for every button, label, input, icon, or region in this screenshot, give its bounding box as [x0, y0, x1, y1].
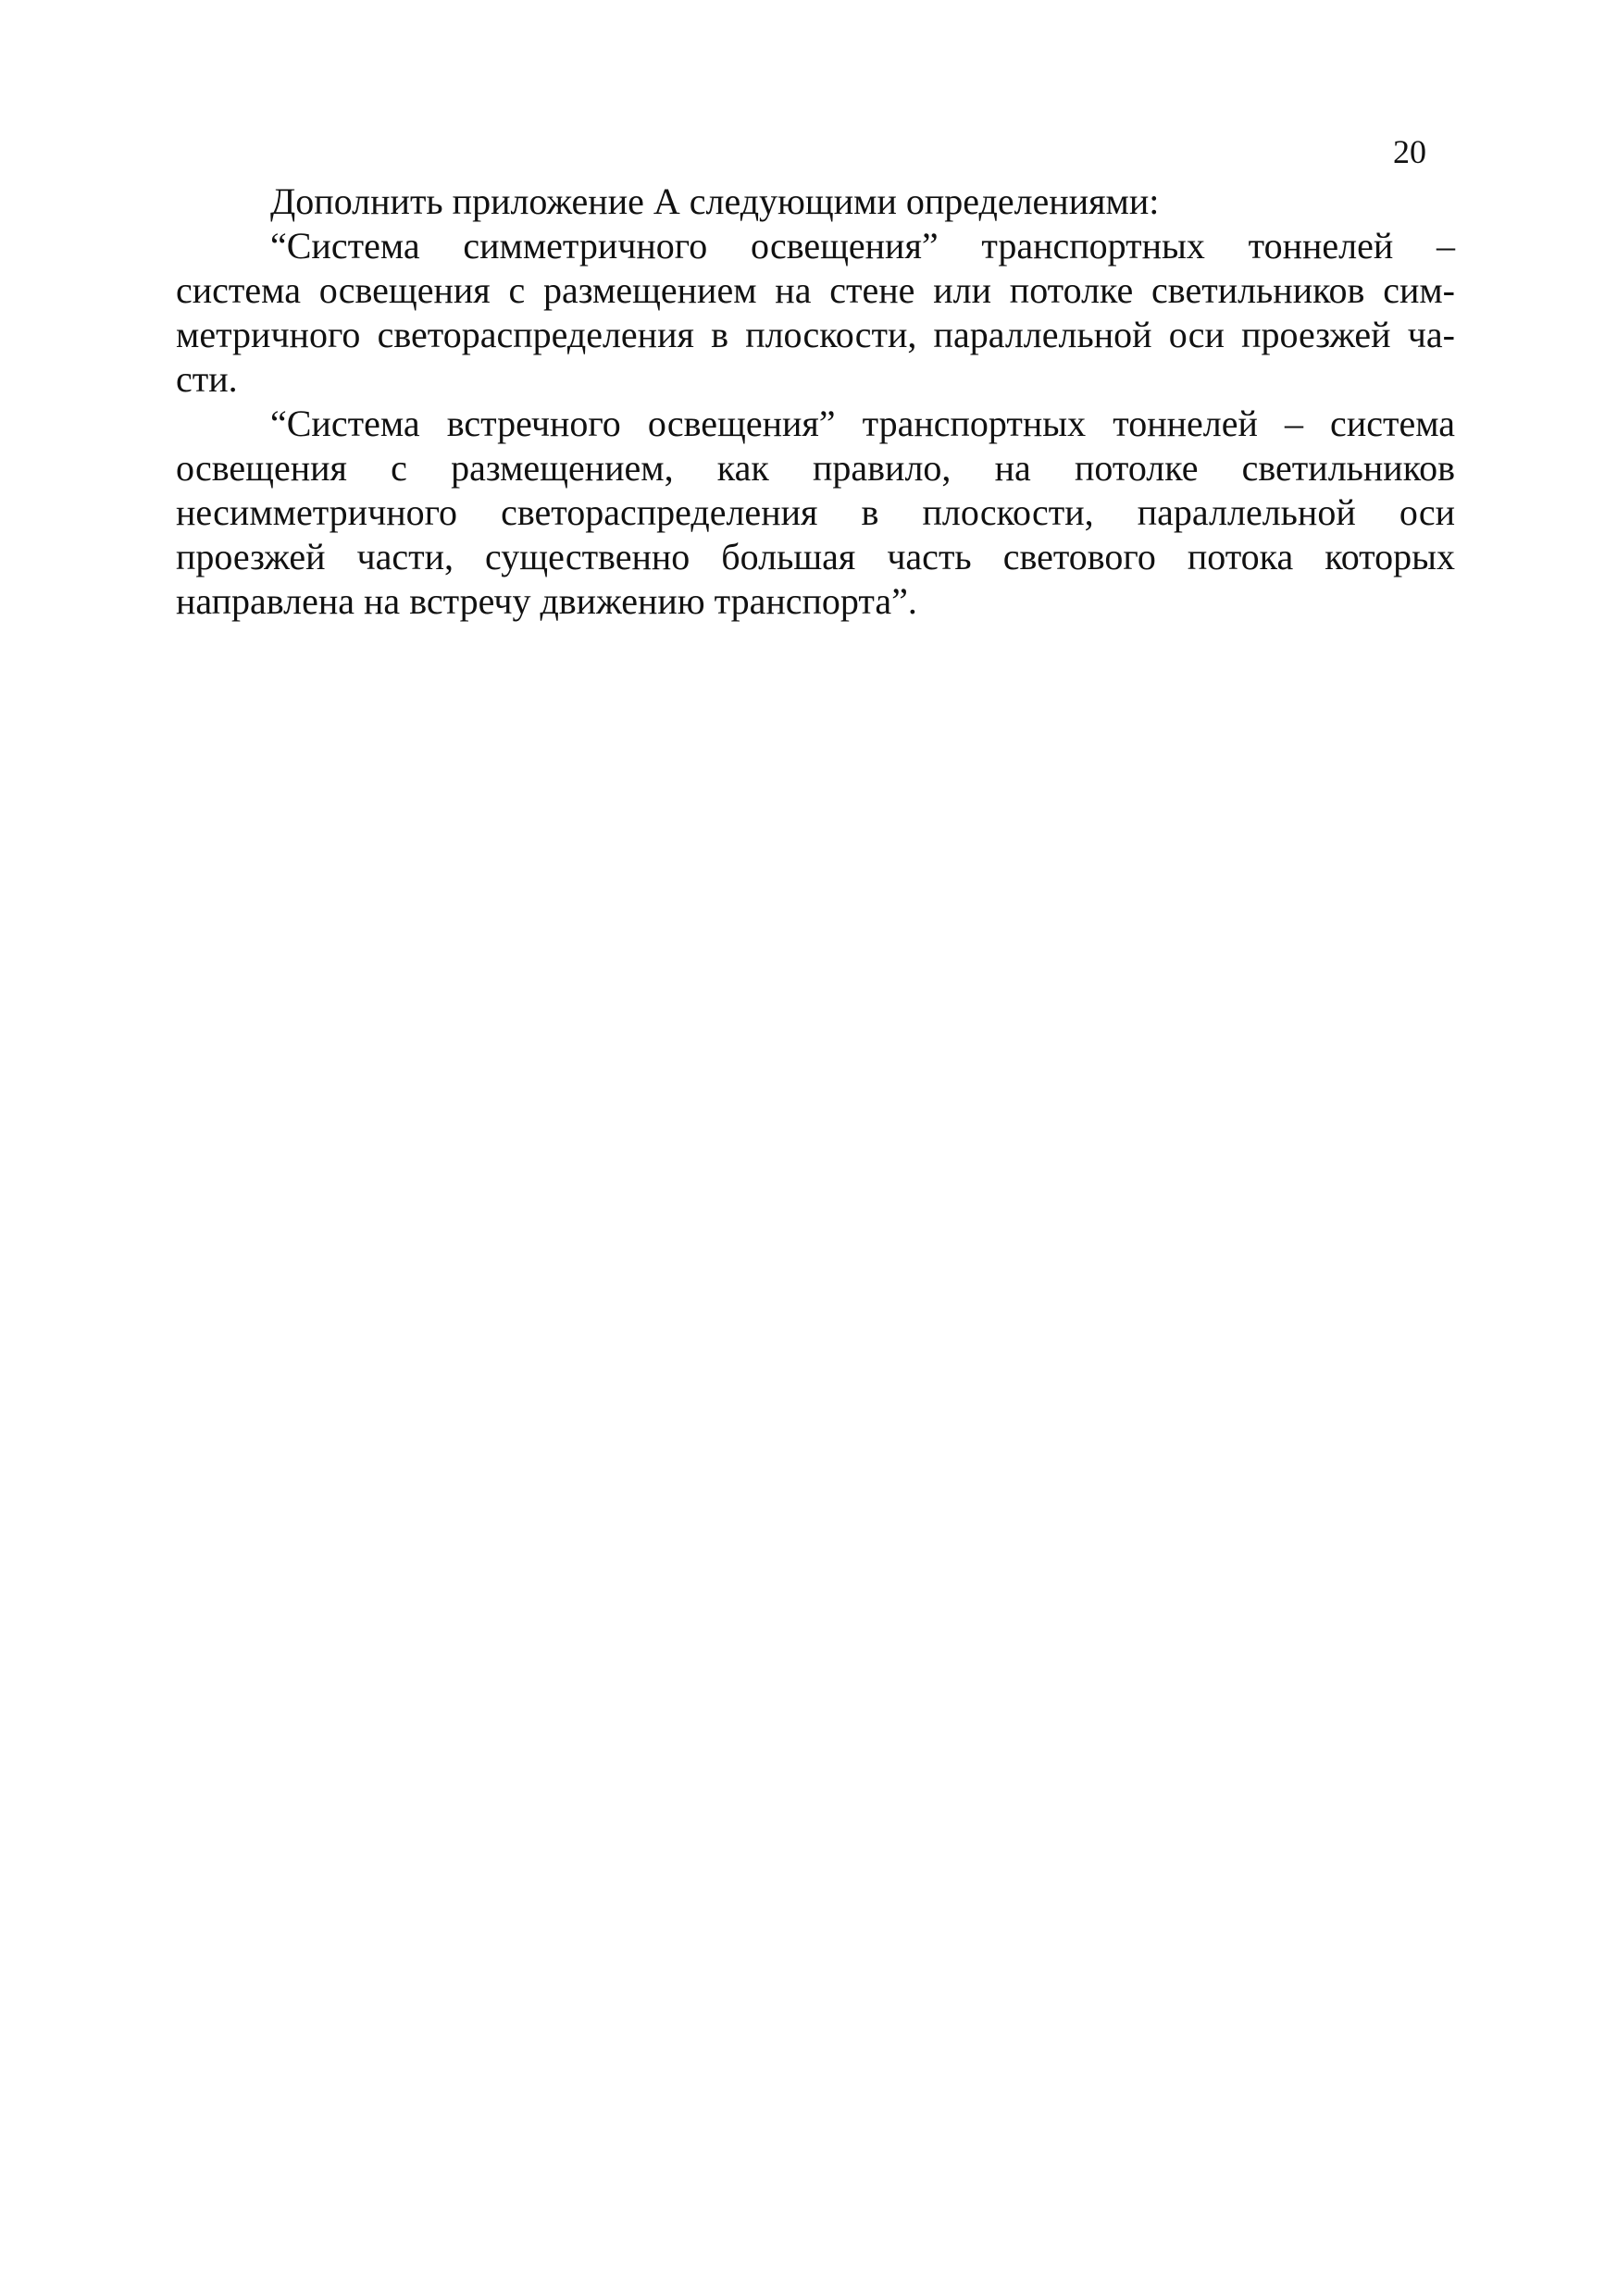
definition-1-line: сти.: [176, 358, 238, 400]
definition-1-line: метричного светораспределения в плоскости, параллельной оси проезжей ча-: [176, 314, 1455, 355]
definition-2-line: освещения с размещением, как правило, на потолке светильников: [176, 447, 1455, 489]
page-number: 20: [1393, 133, 1426, 170]
definition-1-line: “Система симметричного освещения” транспортных тоннелей –: [270, 225, 1455, 267]
definition-2-line: несимметричного светораспределения в плоскости, параллельной оси: [176, 491, 1455, 533]
definition-2-line: проезжей части, существенно большая часть светового потока которых: [176, 536, 1455, 577]
definition-1-line: система освещения с размещением на стене или потолке светильников сим-: [176, 269, 1455, 311]
intro-paragraph: Дополнить приложение А следующими определениями:: [270, 180, 1160, 222]
definition-2-line: “Система встречного освещения” транспортных тоннелей – система: [270, 403, 1455, 444]
definition-2-line: направлена на встречу движению транспорта”.: [176, 580, 917, 622]
